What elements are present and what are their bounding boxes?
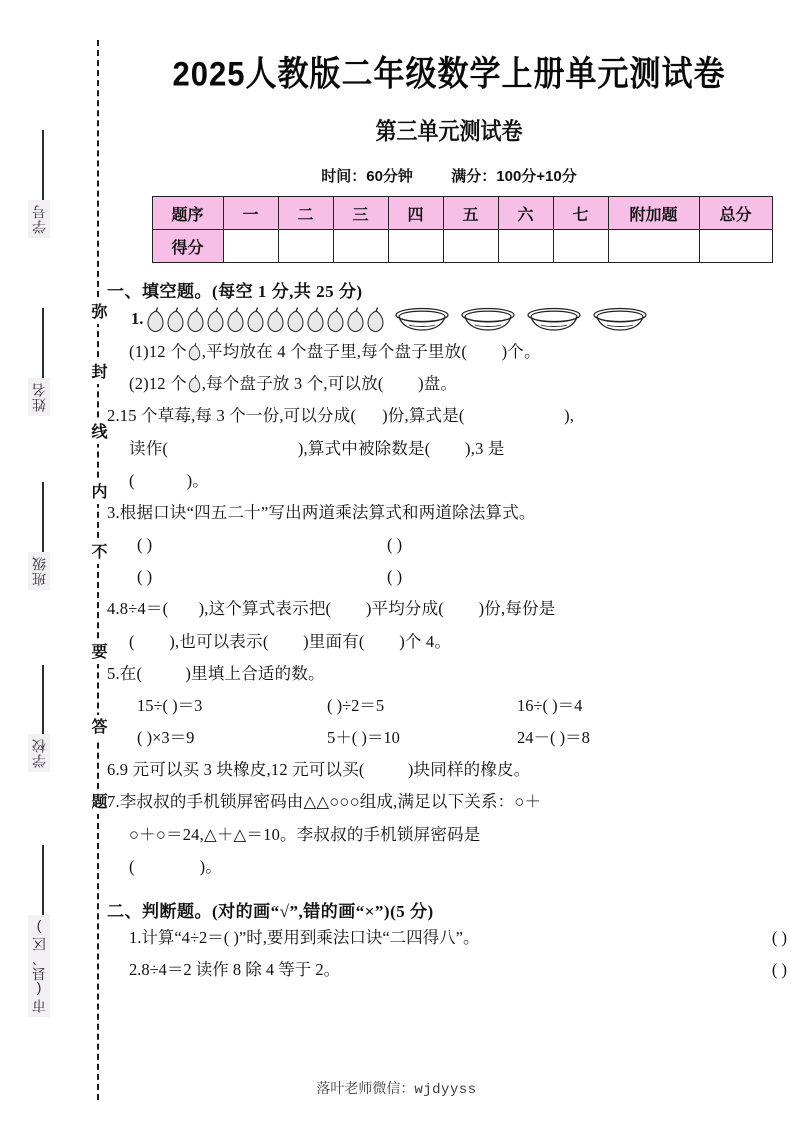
exam-body xyxy=(105,0,793,1122)
seal-char-1: 封 xyxy=(86,360,109,384)
pear-icon xyxy=(265,306,286,333)
score-table-wrapper xyxy=(152,196,752,263)
question-4-line-1[interactable]: 4.8÷4＝( ),这个算式表示把( )平均分成( )份,每份是 xyxy=(107,599,556,619)
plate-icon xyxy=(393,306,451,332)
question-6-line-1[interactable]: 6.9 元可以买 3 块橡皮,12 元可以买( )块同样的橡皮。 xyxy=(107,760,531,780)
judge-item-1-answer-blank[interactable]: ( ) xyxy=(771,927,787,947)
question-3-blank[interactable]: ( ) xyxy=(387,535,403,555)
question-5-equation[interactable]: 5＋( )＝10 xyxy=(327,728,400,748)
question-7-line-1: 7.李叔叔的手机锁屏密码由△△○○○组成,满足以下关系：○＋ xyxy=(107,792,542,812)
score-header-cell-5: 五 xyxy=(443,197,498,230)
question-5-line-1[interactable]: 5.在( )里填上合适的数。 xyxy=(107,663,325,683)
pear-icon xyxy=(365,306,386,333)
field-label-district[interactable]: 市(县、区) xyxy=(28,915,50,1017)
score-header-cell-7: 七 xyxy=(553,197,608,230)
question-3-row xyxy=(137,529,787,561)
pear-icon xyxy=(187,374,202,393)
footer-wechat-id: wjdyyss xyxy=(414,1082,477,1098)
judge-item-2 xyxy=(129,954,787,986)
score-header-cell-2: 二 xyxy=(278,197,333,230)
field-label-class[interactable]: 班级 xyxy=(28,552,50,590)
judge-item-2-answer-blank[interactable]: ( ) xyxy=(771,960,787,980)
question-2-line-2[interactable]: 读作( ),算式中被除数是( ),3 是 xyxy=(129,438,505,458)
pear-icon xyxy=(225,306,246,333)
score-header-cell-3: 三 xyxy=(333,197,388,230)
score-cell-2[interactable] xyxy=(278,230,333,263)
question-3-line-1: 3.根据口诀“四五二十”写出两道乘法算式和两道除法算式。 xyxy=(107,502,536,522)
score-header-cell-1: 一 xyxy=(223,197,278,230)
question-1-sub-1-suffix: ,平均放在 4 个盘子里,每个盘子里放( )个。 xyxy=(201,342,541,361)
field-label-school[interactable]: 学校 xyxy=(28,734,50,772)
score-header-cell-0: 题序 xyxy=(152,197,223,230)
pear-icon xyxy=(285,306,306,333)
question-3-row xyxy=(137,561,787,593)
question-1-sub-2-suffix: ,每个盘子放 3 个,可以放( )盘。 xyxy=(201,374,458,394)
footer-watermark xyxy=(0,1078,793,1098)
section-fill-in-blanks xyxy=(105,277,793,883)
score-table-header-row xyxy=(152,197,772,230)
question-5-row xyxy=(137,722,787,754)
seal-char-5: 要 xyxy=(86,640,109,664)
seal-char-6: 答 xyxy=(86,715,109,739)
pear-icon xyxy=(165,306,186,333)
score-header-cell-6: 六 xyxy=(498,197,553,230)
page-title: 2025人教版二年级数学上册单元测试卷 xyxy=(172,54,726,94)
question-5-equation[interactable]: 24－( )＝8 xyxy=(517,728,590,748)
total-score-label: 满分：100分+10分 xyxy=(451,168,577,185)
pear-icon xyxy=(205,306,226,333)
question-3-blank[interactable]: ( ) xyxy=(387,567,403,587)
question-1-illustration xyxy=(131,302,787,336)
question-4-line-2[interactable]: ( ),也可以表示( )里面有( )个 4。 xyxy=(129,631,452,651)
question-2-line-3[interactable]: ( )。 xyxy=(129,470,209,490)
question-3-blank[interactable]: ( ) xyxy=(137,535,153,555)
score-header-cell-8: 附加题 xyxy=(608,197,699,230)
seal-char-2: 线 xyxy=(86,420,109,444)
score-row-label: 得分 xyxy=(152,230,223,263)
question-1-sub-1[interactable] xyxy=(129,336,787,368)
seal-char-4: 不 xyxy=(86,540,109,564)
pear-icon xyxy=(325,306,346,333)
question-5-equation[interactable]: ( )×3＝9 xyxy=(137,728,195,748)
question-5-row xyxy=(137,690,787,722)
pear-icon xyxy=(305,306,326,333)
question-5-equation[interactable]: 16÷( )＝4 xyxy=(517,695,583,715)
plate-icon xyxy=(525,306,583,332)
score-cell-6[interactable] xyxy=(498,230,553,263)
score-cell-4[interactable] xyxy=(388,230,443,263)
pear-icon xyxy=(187,342,202,361)
pear-icon xyxy=(345,306,366,333)
field-label-student-id[interactable]: 学号 xyxy=(28,200,50,238)
question-3-blank[interactable]: ( ) xyxy=(137,567,153,587)
question-7-line-3[interactable]: ( )。 xyxy=(129,856,222,876)
plate-icon xyxy=(459,306,517,332)
question-7-line-2: ○＋○＝24,△＋△＝10。李叔叔的手机锁屏密码是 xyxy=(129,824,481,844)
section-2-heading: 二、判断题。(对的画“√”,错的画“×”)(5 分) xyxy=(107,901,434,921)
exam-meta xyxy=(105,165,793,186)
score-table-value-row xyxy=(152,230,772,263)
question-1-number: 1. xyxy=(131,309,144,328)
judge-item-1 xyxy=(129,922,787,954)
question-5-equation-grid xyxy=(137,690,787,754)
score-table xyxy=(152,196,773,263)
question-3-answer-grid xyxy=(137,529,787,593)
question-1-sub-2-prefix: (2)12 个 xyxy=(129,374,187,394)
page-subtitle: 第三单元测试卷 xyxy=(375,119,523,145)
question-5-equation[interactable]: ( )÷2＝5 xyxy=(327,695,385,715)
seal-char-3: 内 xyxy=(86,480,109,504)
score-cell-1[interactable] xyxy=(223,230,278,263)
question-1-sub-1-prefix: (1)12 个 xyxy=(129,342,187,361)
score-cell-7[interactable] xyxy=(553,230,608,263)
seal-char-0: 弥 xyxy=(86,300,109,324)
seal-char-7: 题 xyxy=(86,790,109,814)
section-1-heading: 一、填空题。(每空 1 分,共 25 分) xyxy=(107,282,363,301)
sealing-margin xyxy=(0,0,105,1122)
judge-item-1-text: 1.计算“4÷2＝( )”时,要用到乘法口诀“二四得八”。 xyxy=(129,927,480,947)
question-5-equation[interactable]: 15÷( )＝3 xyxy=(137,695,203,715)
plate-icon xyxy=(591,306,649,332)
footer-label: 落叶老师微信： xyxy=(316,1082,415,1097)
question-1-sub-2[interactable] xyxy=(129,368,787,400)
score-cell-5[interactable] xyxy=(443,230,498,263)
score-header-cell-9: 总分 xyxy=(699,197,772,230)
score-cell-extra[interactable] xyxy=(608,230,699,263)
score-cell-3[interactable] xyxy=(333,230,388,263)
field-label-name[interactable]: 姓名 xyxy=(28,378,50,416)
sealing-dashed-line xyxy=(97,40,99,1100)
section-true-false xyxy=(105,897,793,986)
time-limit-label: 时间：60分钟 xyxy=(321,168,413,185)
pear-icon xyxy=(185,306,206,333)
score-cell-total[interactable] xyxy=(699,230,772,263)
pear-icon xyxy=(145,306,166,333)
pear-icon xyxy=(245,306,266,333)
question-2-line-1[interactable]: 2.15 个草莓,每 3 个一份,可以分成( )份,算式是( ), xyxy=(107,406,575,426)
score-header-cell-4: 四 xyxy=(388,197,443,230)
judge-item-2-text: 2.8÷4＝2 读作 8 除 4 等于 2。 xyxy=(129,960,341,980)
